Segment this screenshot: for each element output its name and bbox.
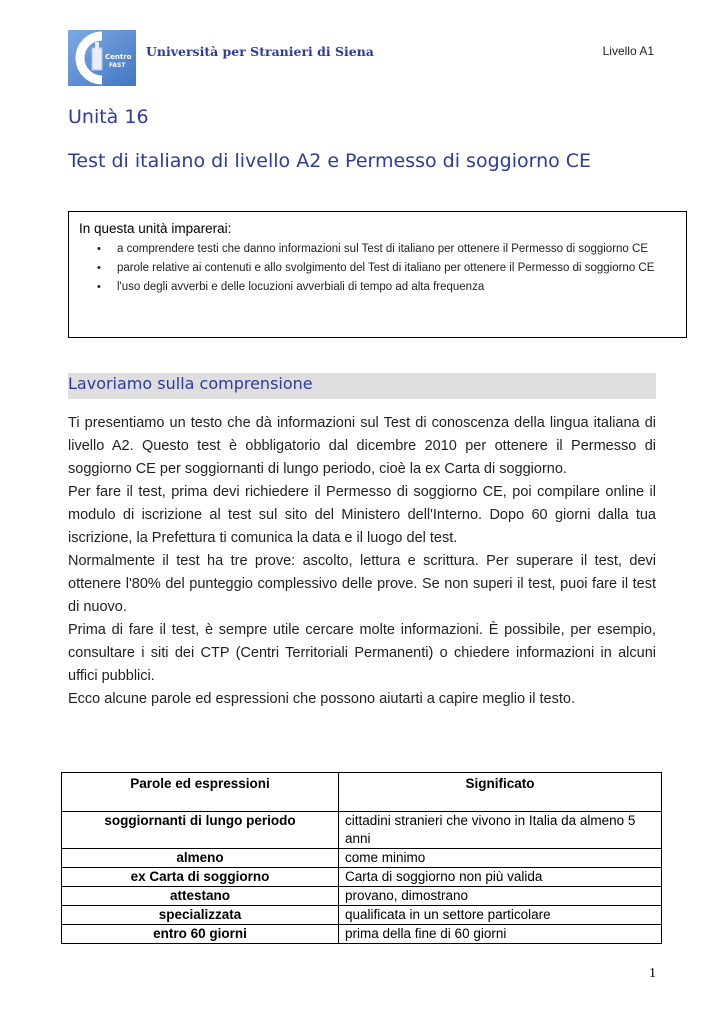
table-row xyxy=(62,906,662,925)
learning-objectives-heading: In questa unità imparerai: xyxy=(79,221,232,236)
bullet-icon: • xyxy=(97,243,101,255)
table-row xyxy=(62,849,662,868)
meaning-cell: provano, dimostrano xyxy=(339,887,662,906)
logo-text-centro: Centro xyxy=(105,53,132,61)
page-header xyxy=(68,30,656,88)
unit-title: Unità 16 xyxy=(68,106,149,128)
meaning-cell: come minimo xyxy=(339,849,662,868)
learning-objectives-list xyxy=(79,240,676,297)
section-title: Lavoriamo sulla comprensione xyxy=(68,374,313,393)
centro-fast-logo xyxy=(68,30,136,86)
term-cell: almeno xyxy=(62,849,339,868)
bullet-icon: • xyxy=(97,281,101,293)
vocabulary-table xyxy=(61,772,662,944)
paragraph: Ti presentiamo un testo che dà informazioni sul Test di conoscenza della lingua italiana di livello A2. Questo test è obbligatorio dal dicembre 2010 per ottenere il Permesso di soggiorno CE per soggiornanti di lungo periodo, cioè la ex Carta di soggiorno. xyxy=(68,415,656,477)
term-cell: ex Carta di soggiorno xyxy=(62,868,339,887)
section-header xyxy=(68,373,656,399)
university-name: Università per Stranieri di Siena xyxy=(146,44,374,59)
meaning-cell: cittadini stranieri che vivono in Italia da almeno 5 anni xyxy=(339,812,662,849)
column-header-meaning: Significato xyxy=(339,773,662,812)
logo-text-fast: FAST xyxy=(109,62,126,69)
body-text xyxy=(68,412,656,711)
paragraph: Prima di fare il test, è sempre utile cercare molte informazioni. È possibile, per esempio, consultare i siti dei CTP (Centri Territoriali Permanenti) o chiedere informazioni in alcuni uffici pubblici. xyxy=(68,622,656,684)
table-row xyxy=(62,925,662,944)
table-row xyxy=(62,887,662,906)
term-cell: attestano xyxy=(62,887,339,906)
paragraph: Ecco alcune parole ed espressioni che possono aiutarti a capire meglio il testo. xyxy=(68,691,575,707)
table-row xyxy=(62,868,662,887)
term-cell: soggiornanti di lungo periodo xyxy=(62,812,339,849)
list-item: • l'uso degli avverbi e delle locuzioni avverbiali di tempo ad alta frequenza xyxy=(79,278,676,297)
learning-objectives-box xyxy=(68,211,687,338)
term-cell: specializzata xyxy=(62,906,339,925)
table-row xyxy=(62,812,662,849)
meaning-cell: prima della fine di 60 giorni xyxy=(339,925,662,944)
table-header-row xyxy=(62,773,662,812)
term-cell: entro 60 giorni xyxy=(62,925,339,944)
bullet-icon: • xyxy=(97,262,101,274)
list-item: • a comprendere testi che danno informazioni sul Test di italiano per ottenere il Permesso di soggiorno CE xyxy=(79,240,676,259)
meaning-cell: Carta di soggiorno non più valida xyxy=(339,868,662,887)
column-header-terms: Parole ed espressioni xyxy=(62,773,339,812)
level-label: Livello A1 xyxy=(602,44,654,58)
main-title: Test di italiano di livello A2 e Permesso di soggiorno CE xyxy=(68,150,592,172)
meaning-cell: qualificata in un settore particolare xyxy=(339,906,662,925)
page-number: 1 xyxy=(649,966,656,981)
list-item: • parole relative ai contenuti e allo svolgimento del Test di italiano per ottenere il Permesso di soggiorno CE xyxy=(79,259,676,278)
paragraph: Normalmente il test ha tre prove: ascolto, lettura e scrittura. Per superare il test, devi ottenere l'80% del punteggio complessivo delle prove. Se non superi il test, puoi fare il test di nuovo. xyxy=(68,553,656,615)
paragraph: Per fare il test, prima devi richiedere il Permesso di soggiorno CE, poi compilare online il modulo di iscrizione al test sul sito del Ministero dell'Interno. Dopo 60 giorni dalla tua iscrizione, la Prefettura ti comunica la data e il luogo del test. xyxy=(68,484,656,546)
